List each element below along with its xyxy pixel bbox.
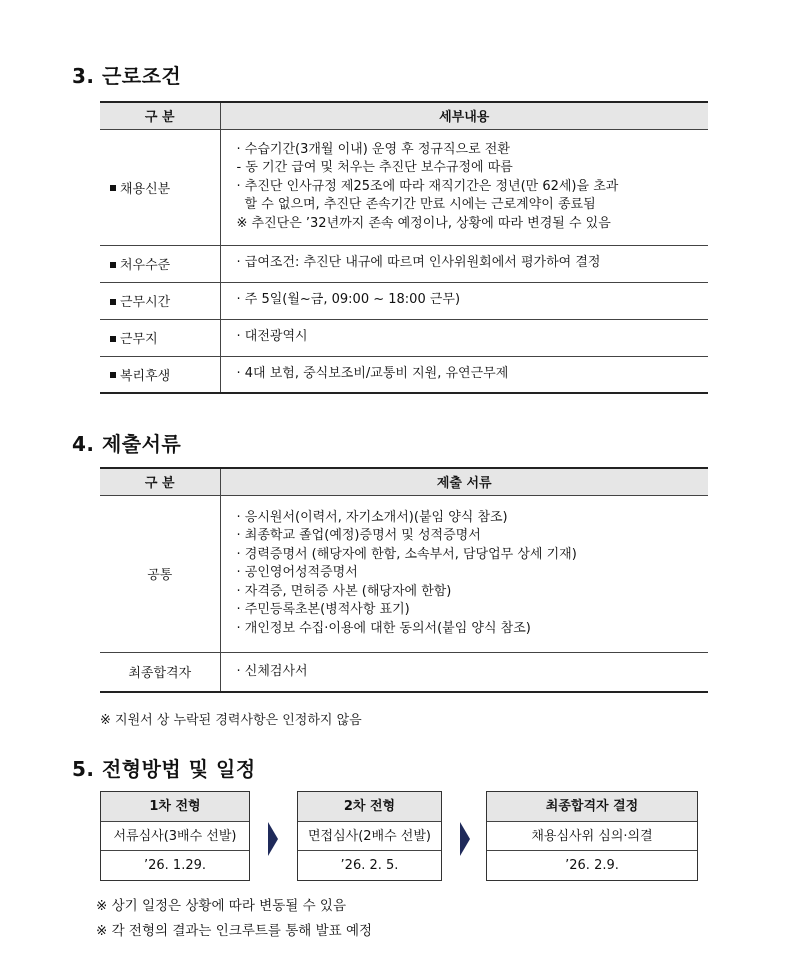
row-label: 근무지 [100,319,220,356]
step-date: ’26. 1.29. [143,858,207,873]
square-bullet-icon [110,185,116,191]
step-date: ’26. 2. 5. [340,858,399,873]
step-title: 2차 전형 [298,792,441,822]
working-conditions-table [100,101,708,394]
row-content: · 주 5일(월~금, 09:00 ~ 18:00 근무) [220,282,708,319]
step-date: ’26. 2.9. [565,858,619,873]
square-bullet-icon [110,372,116,378]
documents-table [100,467,708,693]
section3-title: 3. 근로조건 [72,64,182,88]
schedule-note: ※ 각 전형의 결과는 인크루트를 통해 발표 예정 [96,923,373,939]
row-label: 최종합격자 [100,652,220,692]
section5-title: 5. 전형방법 및 일정 [72,757,256,781]
step-2-box [297,791,442,881]
row-content: · 급여조건: 추진단 내규에 따르며 인사위원회에서 평가하여 결정 [220,245,708,282]
table-row [100,245,708,282]
table-header-documents: 제출 서류 [220,468,708,495]
square-bullet-icon [110,336,116,342]
row-content: · 응시원서(이력서, 자기소개서)(붙임 양식 참조) · 최종학교 졸업(예정)증명서 및 성적증명서 · 경력증명서 (해당자에 한함, 소속부서, 담당업무 상세 기재) · 공인영어성적증명서 · 자격증, 면허증 사본 (해당자에 한함) · 주민등록초본(병적사항 표기) · 개인정보 수집·이용에 대한 동의서(붙임 양식 참조) [220,495,708,652]
step-title: 1차 전형 [101,792,249,822]
table-row [100,282,708,319]
row-content: · 대전광역시 [220,319,708,356]
table-row [100,495,708,652]
table-header-category: 구 분 [100,102,220,129]
table-row [100,129,708,245]
square-bullet-icon [110,262,116,268]
step-title: 최종합격자 결정 [487,792,697,822]
row-content: · 4대 보험, 중식보조비/교통비 지원, 유연근무제 [220,356,708,393]
table-header-category: 구 분 [100,468,220,495]
table-row [100,319,708,356]
arrow-right-icon [460,822,470,856]
step-3-box [486,791,698,881]
row-content: · 신체검사서 [220,652,708,692]
row-label: 복리후생 [100,356,220,393]
step-1-box [100,791,250,881]
step-desc: 면접심사(2배수 선발) [298,822,441,851]
row-label: 근무시간 [100,282,220,319]
row-label: 채용신분 [100,129,220,245]
table-row [100,356,708,393]
square-bullet-icon [110,299,116,305]
row-content: · 수습기간(3개월 이내) 운영 후 정규직으로 전환 - 동 기간 급여 및 처우는 추진단 보수규정에 따름 · 추진단 인사규정 제25조에 따라 재직기간은 정년(만 62세)을 초과 할 수 없으며, 추진단 존속기간 만료 시에는 근로계약이 종료됨 ※ 추진단은 ’32년까지 존속 예정이나, 상황에 따라 변경될 수 있음 [220,129,708,245]
section4-title: 4. 제출서류 [72,432,182,456]
table-header-detail: 세부내용 [220,102,708,129]
schedule-note: ※ 상기 일정은 상황에 따라 변동될 수 있음 [96,898,347,914]
section4-note: ※ 지원서 상 누락된 경력사항은 인정하지 않음 [100,713,362,728]
step-desc: 채용심사위 심의·의결 [487,822,697,851]
step-desc: 서류심사(3배수 선발) [101,822,249,851]
table-row [100,652,708,692]
row-label: 공통 [100,495,220,652]
arrow-right-icon [268,822,278,856]
row-label: 처우수준 [100,245,220,282]
